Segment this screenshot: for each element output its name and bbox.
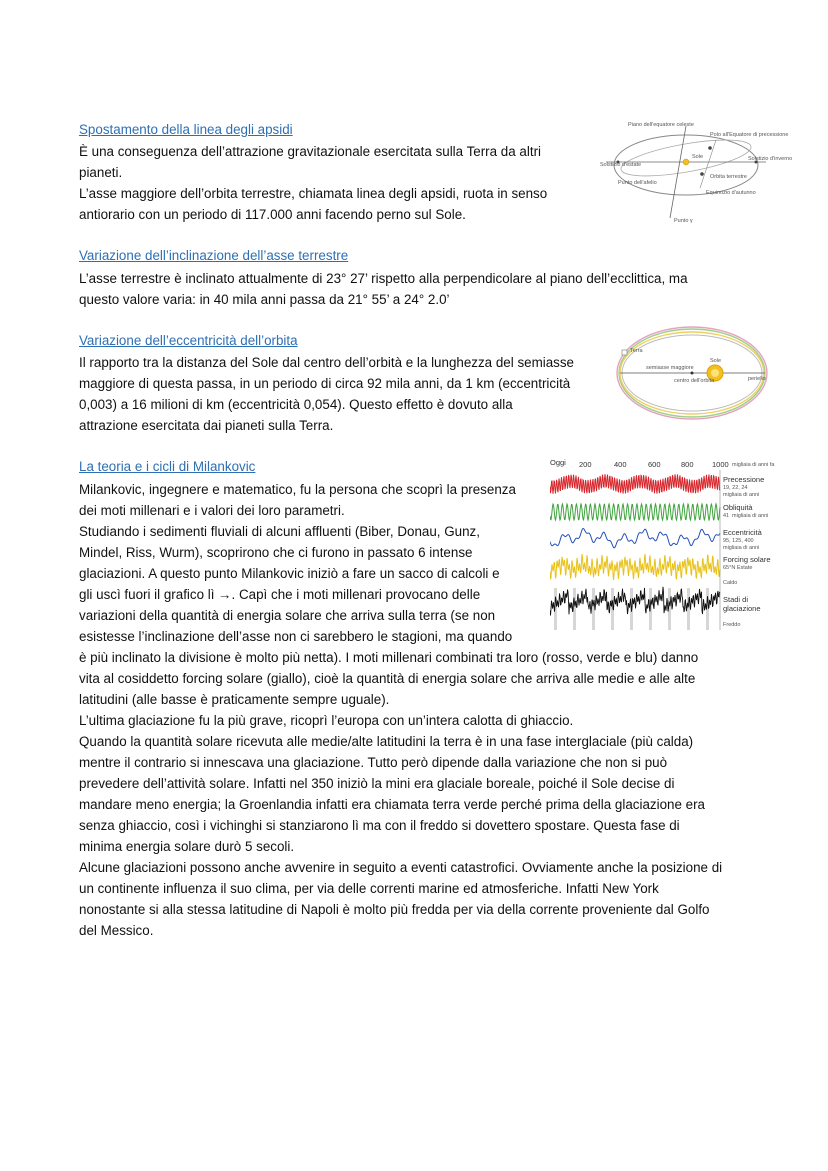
text-line: Milankovic, ingegnere e matematico, fu la persona che scoprì la presenza — [79, 482, 516, 497]
diagram-label: perielio — [748, 376, 766, 382]
section-title-eccentricita: Variazione dell’eccentricità dell’orbita — [79, 333, 298, 348]
series-sub-precessione: 19, 22, 24 — [723, 485, 748, 491]
text-line: prevedere dell’attività solare. Infatti nel 350 iniziò la mini era glaciale boreale, poiché il Sole decise di — [79, 776, 675, 791]
axis-unit-label: migliaia di anni fa — [732, 462, 775, 468]
series-label-obliquita: Obliquità — [723, 503, 753, 512]
text-line: vita al cosiddetto forcing solare (giallo), cioè la quantità di energia solare che arriva alle medie e alle alte — [79, 671, 696, 686]
text-line: È una conseguenza dell’attrazione gravitazionale esercitata sulla Terra da altri — [79, 144, 542, 159]
text-line: attrazione esercitata dai pianeti sulla Terra. — [79, 418, 334, 433]
series-sub-obliquita: 41 — [723, 513, 730, 519]
diagram-label: Punto γ — [674, 218, 693, 224]
diagram-label: Solstizio d'estate — [600, 162, 642, 168]
series-label-glaciazione: Stadi di glaciazione — [723, 595, 761, 613]
series-sub-forcing: 65°N Estate — [723, 565, 753, 571]
extreme-cold-label: Freddo — [723, 622, 741, 628]
diagram-label: Terra — [630, 348, 643, 354]
diagram-label: semiasse maggiore — [646, 365, 694, 371]
series-sub-eccentricita: 95, 125, 400 — [723, 538, 754, 544]
text-line: del Messico. — [79, 923, 154, 938]
diagram-label: Piano dell'equatore celeste — [628, 122, 694, 128]
text-line: Alcune glaciazioni possono anche avvenire in seguito a eventi catastrofici. Ovviamente anche la posizione di — [79, 860, 723, 875]
diagram-label: Sole — [710, 358, 722, 364]
paragraph-apsidi — [79, 141, 547, 225]
section-title-milankovic: La teoria e i cicli di Milankovic — [79, 459, 256, 474]
text-line: glaciazioni. A questo punto Milankovic iniziò a fare un sacco di calcoli e — [79, 566, 500, 581]
series-sub2-eccentricita: migliaia di anni — [723, 545, 760, 551]
diagram-label: Sole — [692, 154, 704, 160]
series-sub2-precessione: migliaia di anni — [723, 492, 760, 498]
text-line: un continente influenza il suo clima, per via delle correnti marine ed atmosferiche. Infatti New York — [79, 881, 659, 896]
diagram-label: centro dell'orbita — [674, 378, 715, 384]
series-sub2-obliquita: migliaia di anni — [732, 513, 769, 519]
series-label-eccentricita: Eccentricità — [723, 528, 762, 537]
text-line: L’ultima glaciazione fu la più grave, ricoprì l’europa con un’intera calotta di ghiaccio. — [79, 713, 574, 728]
milankovic-chart — [548, 456, 810, 634]
text-line: Mindel, Riss, Wurm), scoprirono che ci furono in passato 6 intense — [79, 545, 473, 560]
text-line: latitudini (alle basse è praticamente sempre uguale). — [79, 692, 390, 707]
text-line: L’asse terrestre è inclinato attualmente di 23° 27’ rispetto alla perpendicolare al piano dell’ecclittica, ma — [79, 271, 688, 286]
extreme-warm-label: Caldo — [723, 580, 738, 586]
series-label-forcing: Forcing solare — [723, 555, 771, 564]
text-line: gli uscì fuori il grafico lì →. Capì che i moti millenari provocano delle — [79, 587, 481, 602]
text-line: pianeti. — [79, 165, 123, 180]
text-line: dei moti millenari e i valori dei loro parametri. — [79, 503, 345, 518]
apsidi-orbit-diagram — [598, 118, 793, 228]
paragraph-eccentricita — [79, 352, 574, 436]
text-line: antiorario con un periodo di 117.000 anni facendo perno sul Sole. — [79, 207, 466, 222]
paragraph-inclinazione — [79, 268, 688, 310]
eccentricity-svg — [610, 318, 775, 428]
text-line: Quando la quantità solare ricevuta alle medie/alte latitudini la terra è in una fase interglaciale (più calda) — [79, 734, 694, 749]
diagram-label: Equinozio d'autunno — [706, 190, 756, 196]
series-label-precessione: Precessione — [723, 475, 765, 484]
eccentricity-diagram — [610, 318, 775, 428]
axis-tick-label: 200 — [579, 460, 592, 469]
axis-tick-label: 1000 — [712, 460, 729, 469]
text-line: minima energia solare durò 5 secoli. — [79, 839, 295, 854]
axis-tick-label: 800 — [681, 460, 694, 469]
axis-tick-label: 400 — [614, 460, 627, 469]
text-line: questo valore varia: in 40 mila anni passa da 21° 55’ a 24° 2.0’ — [79, 292, 450, 307]
text-line: nonostante si alla stessa latitudine di Napoli è molto più fredda per via della corrente proveniente dal Golfo — [79, 902, 710, 917]
diagram-label: Orbita terrestre — [710, 174, 747, 180]
axis-tick-label: 600 — [648, 460, 661, 469]
milankovic-plot — [550, 470, 722, 630]
text-line: esistesse l’inclinazione dell’asse non ci sarebbero le stagioni, ma quando — [79, 629, 513, 644]
text-line: mentre il contrario si innescava una glaciazione. Tutto però dipende dalla variazione che non si può — [79, 755, 668, 770]
diagram-label: Polo all'Equatore di precessione — [710, 132, 789, 138]
text-line: Il rapporto tra la distanza del Sole dal centro dell’orbità e la lunghezza del semiasse — [79, 355, 574, 370]
text-line: Studiando i sedimenti fluviali di alcuni affluenti (Biber, Donau, Gunz, — [79, 524, 480, 539]
text-line: L’asse maggiore dell’orbita terrestre, chiamata linea degli apsidi, ruota in senso — [79, 186, 548, 201]
text-line: maggiore di questa passa, in un periodo di circa 92 mila anni, da 1 km (eccentricità — [79, 376, 571, 391]
text-line: senza ghiaccio, così i vichinghi si stanziarono lì ma con il freddo si dovettero spostare. Questa fase di — [79, 818, 680, 833]
text-line: mandare meno energia; la Groenlandia infatti era chiamata terra verde perché prima della glaciazione era — [79, 797, 705, 812]
diagram-label: Solstizio d'inverno — [748, 156, 793, 162]
text-line: è più inclinato la divisione è molto più netta). I moti millenari combinati tra loro (rosso, verde e blu) danno — [79, 650, 699, 665]
axis-origin-label: Oggi — [550, 458, 566, 467]
text-line: 0,003) a 16 milioni di km (eccentricità 0,054). Questo effetto è dovuto alla — [79, 397, 513, 412]
text-line: variazioni della quantità di energia solare che arriva sulla terra (se non — [79, 608, 496, 623]
interglacial-band — [687, 588, 690, 630]
section-title-inclinazione: Variazione dell’inclinazione dell’asse terrestre — [79, 248, 349, 263]
diagram-label: Punto dell'afelio — [618, 180, 657, 186]
section-title-apsidi: Spostamento della linea degli apsidi — [79, 122, 293, 137]
